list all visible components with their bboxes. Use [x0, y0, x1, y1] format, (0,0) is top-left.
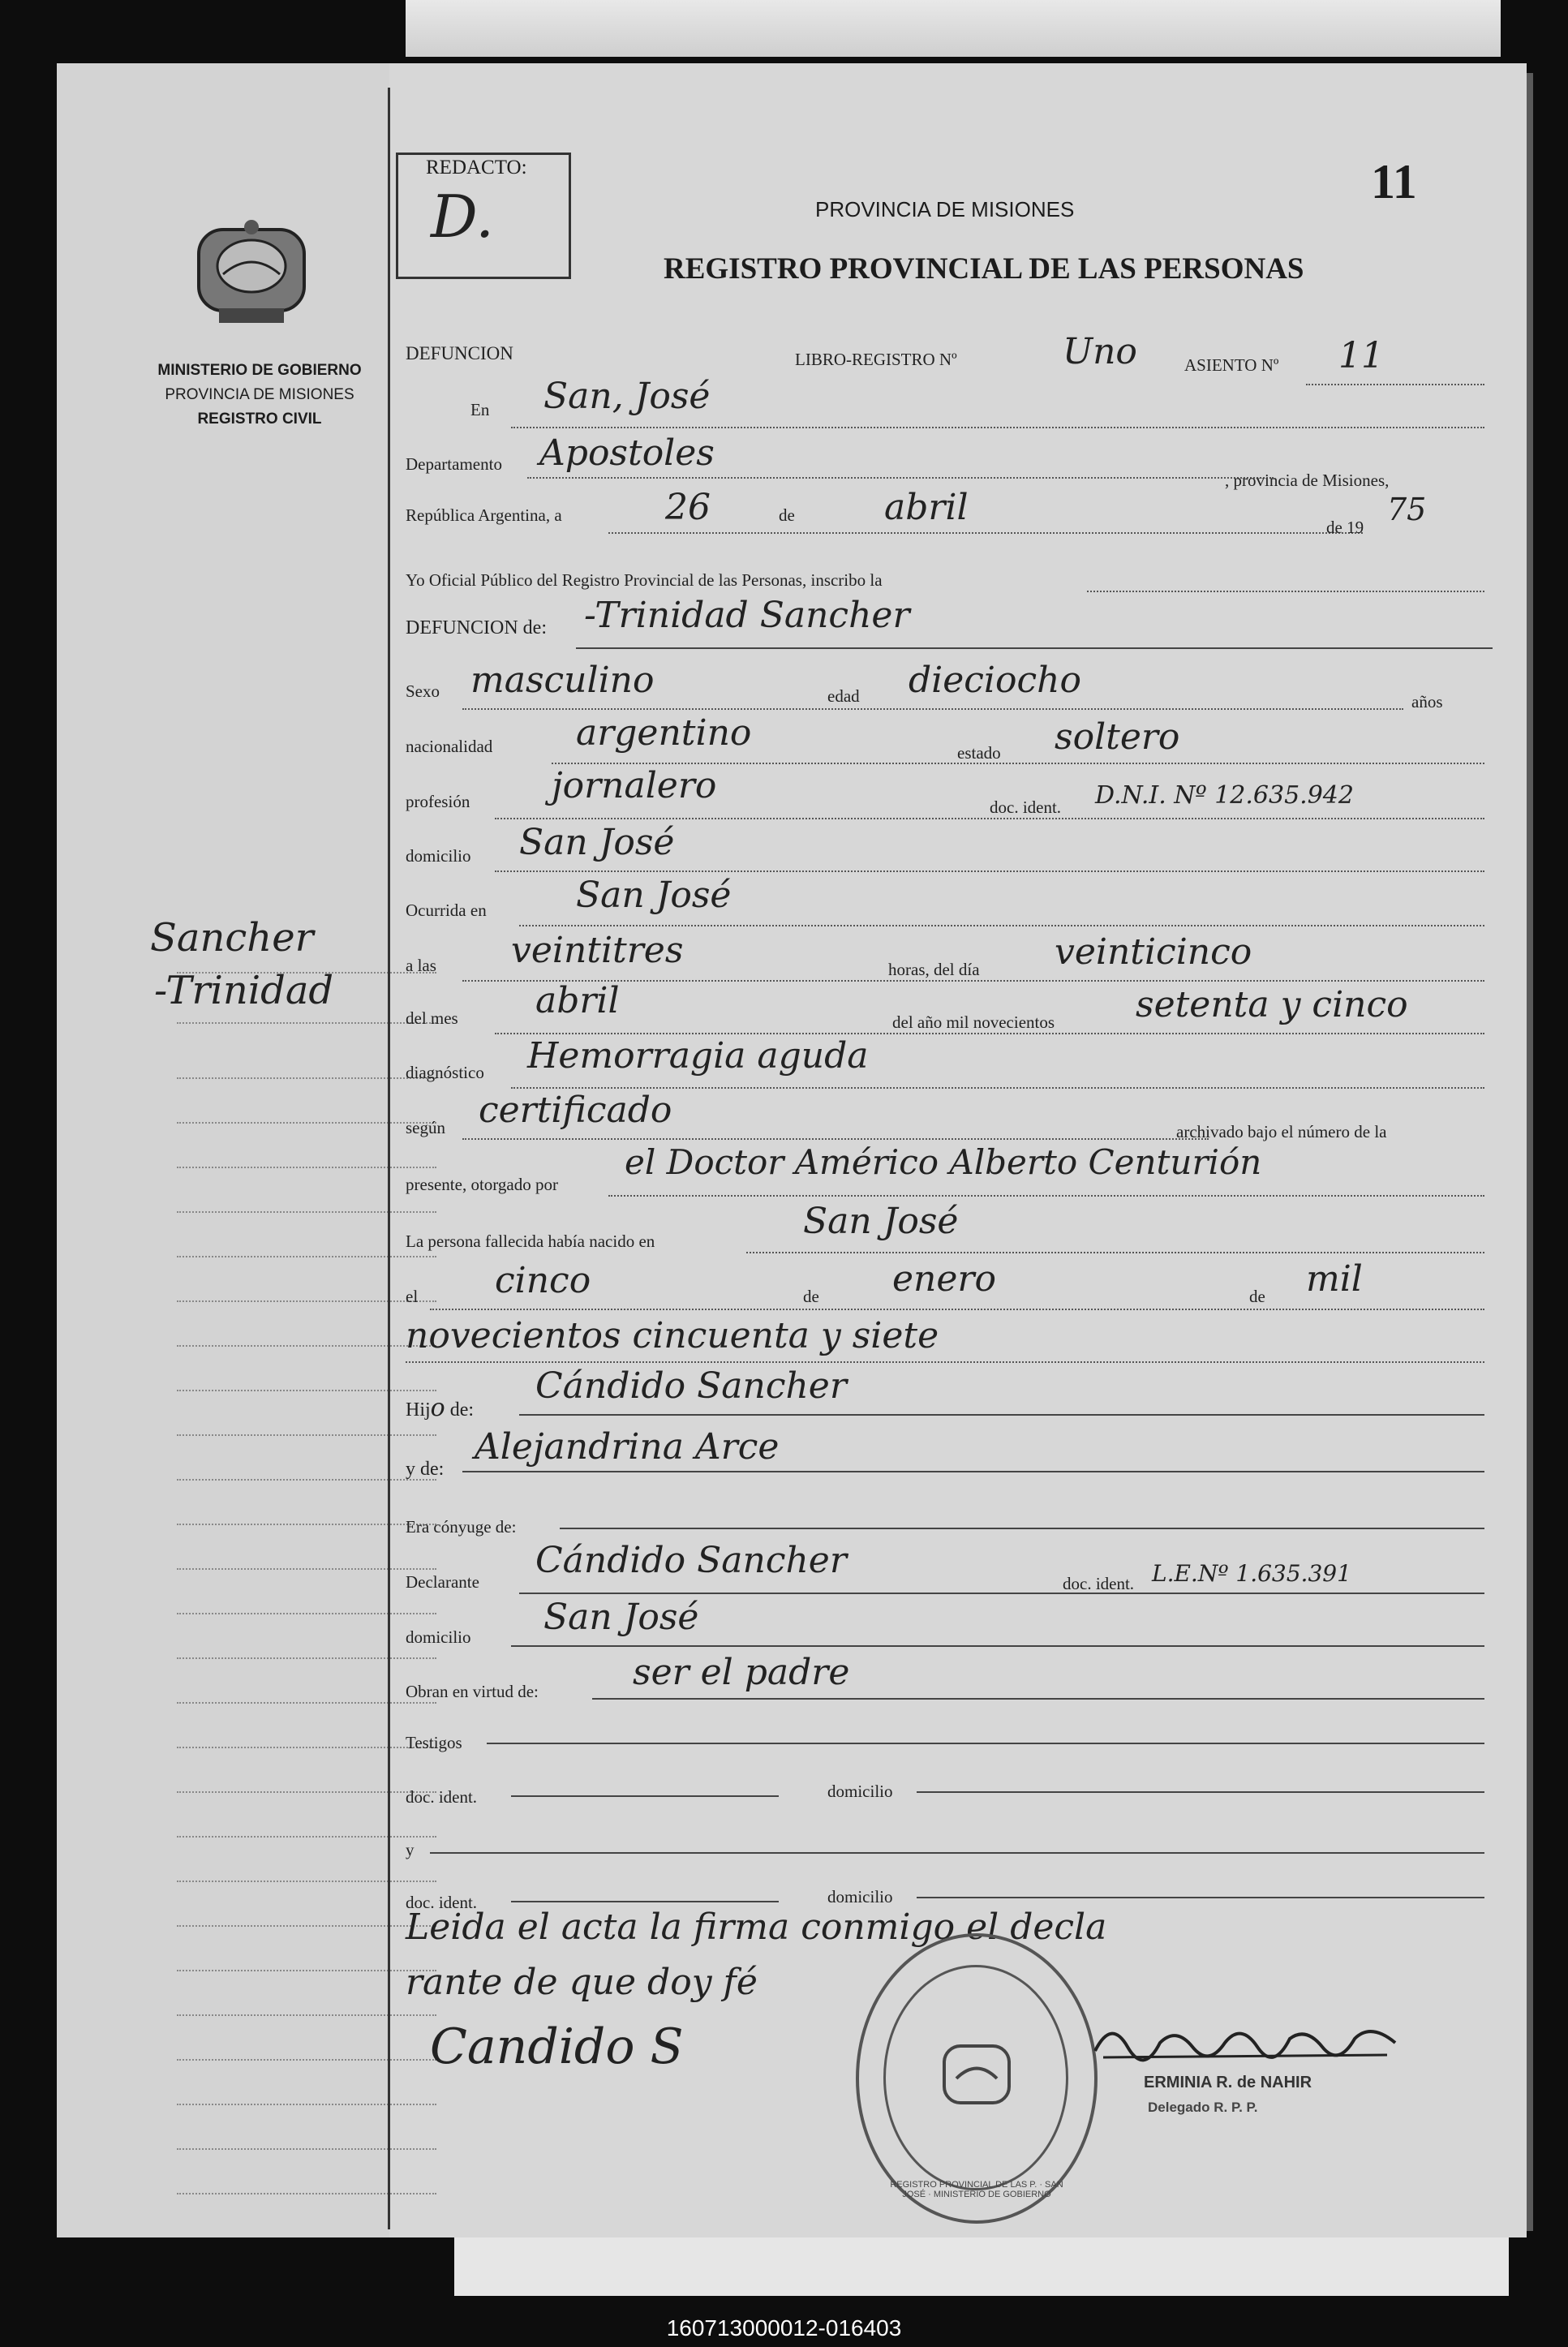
diagnostico-label: diagnóstico — [406, 1063, 484, 1082]
testigo1-doc-label: doc. ident. — [406, 1787, 478, 1807]
dia-value: 26 — [665, 487, 711, 528]
lugar-value: San, José — [543, 376, 711, 417]
hij-de: de: — [449, 1399, 475, 1421]
page-number: 11 — [1371, 155, 1417, 208]
republica-label: República Argentina, a — [406, 505, 562, 525]
persona-nacido-label: La persona fallecida había nacido en — [406, 1232, 655, 1251]
domicilio-declarante-label: domicilio — [406, 1627, 471, 1647]
declarante-signature: Candido S — [430, 2018, 684, 2075]
hora-value: veintitres — [511, 930, 684, 971]
doc-ident-declarante-label: doc. ident. — [1063, 1574, 1135, 1593]
segun-label: según — [406, 1118, 445, 1137]
cierre-line1: Leida el acta la firma conmigo el decla — [406, 1906, 1107, 1948]
mes-value: abril — [884, 487, 969, 528]
defuncion-heading: DEFUNCION — [406, 343, 513, 363]
departamento-value: Apostoles — [539, 432, 715, 474]
asiento-label: ASIENTO Nº — [1184, 355, 1279, 375]
hij-label — [406, 1394, 474, 1422]
domicilio-label: domicilio — [406, 846, 471, 866]
seal-crest-icon — [936, 2034, 1017, 2115]
testigo1-domicilio-label: domicilio — [827, 1782, 893, 1801]
estado-value: soltero — [1055, 716, 1180, 758]
nac-de2-label: de — [1249, 1287, 1265, 1306]
libro-value: Uno — [1063, 331, 1137, 372]
official-seal — [856, 1933, 1098, 2224]
province-title: PROVINCIA DE MISIONES — [815, 197, 1075, 221]
mes-texto-value: abril — [535, 980, 620, 1021]
official-signature — [1087, 2010, 1411, 2067]
top-paper-edge — [406, 0, 1501, 57]
edad-label: edad — [827, 686, 860, 706]
margin-given-name: -Trinidad — [154, 968, 334, 1013]
y-de-label: y de: — [406, 1459, 445, 1480]
declarante-value: Cándido Sancher — [535, 1540, 847, 1581]
medico-value: el Doctor Américo Alberto Centurión — [625, 1142, 1262, 1182]
del-ano-label: del año mil novecientos — [892, 1012, 1055, 1032]
cierre-line2: rante de que doy fé — [406, 1962, 758, 2003]
y-label: y — [406, 1840, 415, 1859]
sexo-value: masculino — [470, 660, 655, 701]
de19-label: de 19 — [1326, 518, 1364, 537]
anos-label: años — [1411, 692, 1443, 711]
nacionalidad-value: argentino — [576, 712, 752, 754]
ministry-line1: MINISTERIO DE GOBIERNO — [157, 362, 362, 379]
official-title: Delegado R. P. P. — [1148, 2100, 1258, 2115]
archivado-label: archivado bajo el número de la — [1176, 1122, 1387, 1141]
fallecido-value: -Trinidad Sancher — [584, 595, 910, 636]
domicilio-value: San José — [519, 822, 675, 863]
profesion-value: jornalero — [552, 765, 717, 806]
registry-title: REGISTRO PROVINCIAL DE LAS PERSONAS — [664, 252, 1304, 286]
seal-text: REGISTRO PROVINCIAL DE LAS P. · SAN JOSÉ · MINISTERIO DE GOBIERNO — [890, 2180, 1063, 2199]
ano-value: 75 — [1387, 492, 1427, 527]
edad-value: dieciocho — [909, 660, 1081, 701]
obran-value: ser el padre — [633, 1652, 850, 1693]
hij-prefix: Hij — [406, 1399, 431, 1421]
dom-declarante-value: San José — [543, 1597, 699, 1638]
del-mes-label: del mes — [406, 1008, 458, 1028]
margin-surname: Sancher — [150, 915, 314, 961]
left-margin-panel — [57, 63, 389, 2237]
ocurrida-value: San José — [576, 875, 732, 916]
nac-dia-value: cinco — [495, 1260, 591, 1301]
a-las-label: a las — [406, 956, 436, 975]
defuncion-de-label: DEFUNCION de: — [406, 617, 547, 638]
hij-suffix: o — [430, 1394, 445, 1422]
official-name: ERMINIA R. de NAHIR — [1144, 2074, 1312, 2091]
presente-label: presente, otorgado por — [406, 1175, 558, 1194]
dia-texto-value: veinticinco — [1055, 931, 1252, 973]
redacto-label: REDACTO: — [426, 157, 527, 178]
nac-mil-value: mil — [1306, 1258, 1363, 1300]
provincia-label: , provincia de Misiones, — [1225, 471, 1390, 490]
ministry-line2: PROVINCIA DE MISIONES — [165, 386, 354, 403]
ocurrida-label: Ocurrida en — [406, 901, 487, 920]
documento-value: D.N.I. Nº 12.635.942 — [1095, 781, 1354, 810]
conyuge-label: Era cónyuge de: — [406, 1517, 517, 1537]
redacto-box — [396, 153, 571, 279]
el-label: el — [406, 1287, 419, 1306]
segun-value: certificado — [479, 1090, 672, 1131]
sexo-label: Sexo — [406, 681, 440, 701]
nac-ano-value: novecientos cincuenta y siete — [406, 1315, 939, 1356]
madre-value: Alejandrina Arce — [475, 1426, 780, 1468]
obran-label: Obran en virtud de: — [406, 1682, 539, 1701]
asiento-value: 11 — [1338, 335, 1384, 376]
declarante-label: Declarante — [406, 1572, 479, 1592]
doc-declarante-value: L.E.Nº 1.635.391 — [1152, 1560, 1351, 1587]
libro-label: LIBRO-REGISTRO Nº — [795, 350, 957, 369]
padre-value: Cándido Sancher — [535, 1365, 847, 1407]
nacido-en-value: San José — [803, 1201, 959, 1242]
ministry-line3: REGISTRO CIVIL — [197, 411, 322, 428]
en-label: En — [470, 400, 490, 419]
nac-mes-value: enero — [892, 1258, 996, 1300]
register-page — [57, 63, 1527, 2237]
estado-label: estado — [957, 743, 1001, 763]
horas-dia-label: horas, del día — [888, 960, 980, 979]
redacto-initial: D. — [431, 183, 495, 251]
coat-of-arms-icon — [195, 217, 308, 331]
column-divider — [388, 88, 390, 2229]
nacionalidad-label: nacionalidad — [406, 737, 493, 756]
image-id-caption: 160713000012-016403 — [0, 2309, 1568, 2347]
testigo2-domicilio-label: domicilio — [827, 1887, 893, 1906]
departamento-label: Departamento — [406, 454, 502, 474]
testigos-label: Testigos — [406, 1733, 462, 1752]
profesion-label: profesión — [406, 792, 470, 811]
doc-ident-label: doc. ident. — [990, 797, 1062, 817]
nac-de1-label: de — [803, 1287, 819, 1306]
ano-texto-value: setenta y cinco — [1136, 984, 1408, 1025]
de-label: de — [779, 505, 795, 525]
testigo2-doc-label: doc. ident. — [406, 1893, 478, 1912]
diagnostico-value: Hemorragia aguda — [527, 1035, 869, 1077]
yo-oficial-label: Yo Oficial Público del Registro Provincial de las Personas, inscribo la — [406, 570, 883, 590]
